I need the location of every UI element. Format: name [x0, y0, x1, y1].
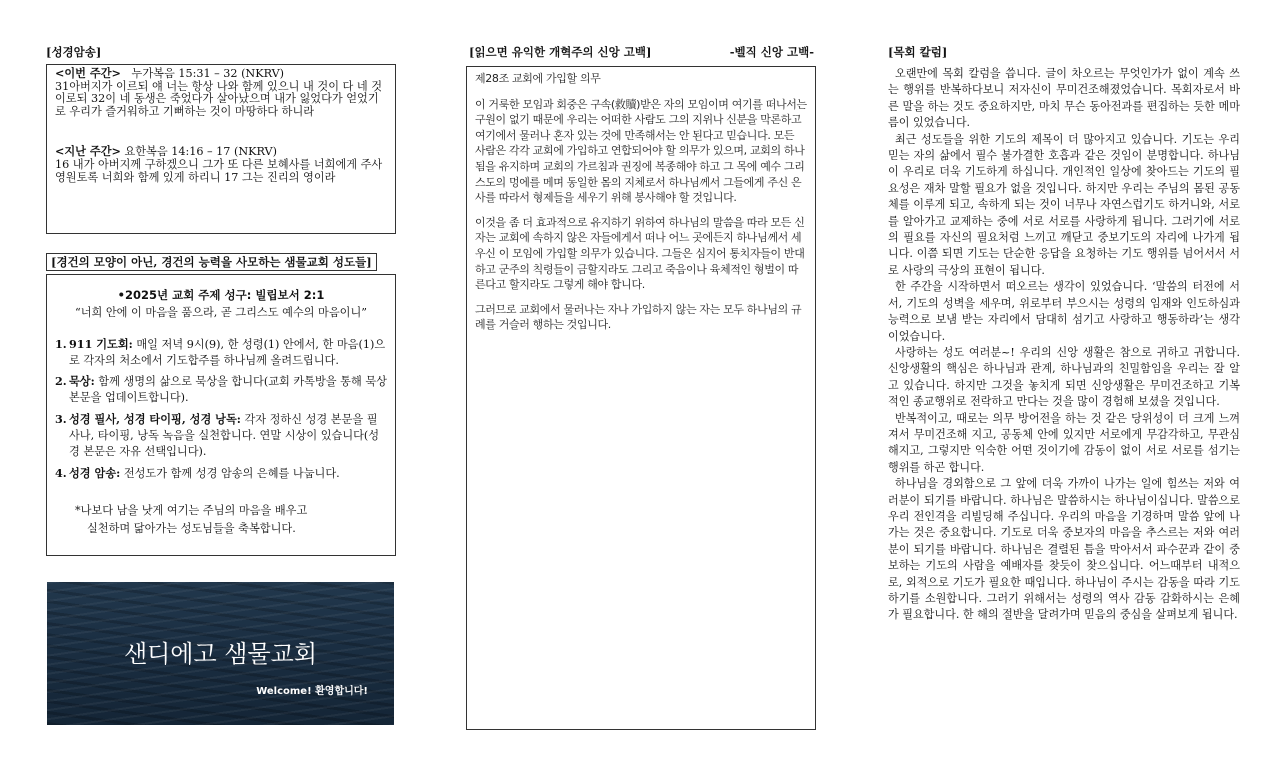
this-week-label: <이번 주간>	[55, 66, 121, 80]
last-week-reference: 요한복음 14:16 – 17 (NKRV)	[124, 145, 277, 159]
theme-item-title: 911 기도회:	[69, 336, 133, 351]
theme-item-title: 성경 필사, 성경 타이핑, 성경 낭독:	[69, 411, 241, 426]
theme-item	[55, 336, 387, 370]
church-banner	[47, 582, 394, 725]
motto-header-text: [경건의 모양이 아닌, 경건의 능력을 사모하는 샘물교회 성도들]	[46, 253, 377, 271]
this-week-verse-text: 31아버지가 이르되 얘 너는 항상 나와 함께 있으니 내 것이 다 네 것이로되 32이 네 동생은 죽었다가 살아났으며 내가 잃었다가 얻었기로 우리가 즐거워하고 기뻐하는 것이 마땅하다 하니라	[55, 79, 383, 118]
theme-footer	[55, 502, 387, 538]
theme-item-text: 함께 생명의 삶으로 묵상을 합니다(교회 카톡방을 통해 묵상 본문을 업데이트합니다).	[69, 375, 387, 405]
theme-item-number: 3.	[55, 411, 67, 426]
creed-paragraph: 그러므로 교회에서 물러나는 자나 가입하지 않는 자는 모두 하나님의 규례를 거슬러 행하는 것입니다.	[475, 302, 802, 332]
this-week-reference: 누가복음 15:31 – 32 (NKRV)	[131, 67, 285, 80]
column-paragraph: 반복적이고, 때로는 의무 방어전을 하는 것 같은 당위성이 더 크게 느껴져서 무미건조해 지고, 공동체 안에 있지만 서로에게 무감각하고, 무관심해지고, 그렇지만 익숙한 어떤 것이기에 감동이 없이 서로 서로를 섬기는 행위를 하곤 합니다.	[888, 411, 1241, 474]
creed-section-header	[469, 44, 814, 60]
theme-item-text: 각자 정하신 성경 본문을 필사나, 타이핑, 낭독 녹음을 실천합니다. 연말 시상이 있습니다(성경 본문은 자유 선택입니다).	[69, 412, 380, 459]
theme-item	[55, 465, 387, 482]
theme-item-text: 전성도가 함께 성경 암송의 은혜를 나눕니다.	[120, 466, 340, 480]
creed-box	[466, 66, 816, 730]
theme-footer-line: *나보다 남을 낫게 여기는 주님의 마음을 배우고	[75, 503, 308, 517]
theme-item-number: 4.	[55, 465, 67, 480]
pastor-column-body	[888, 66, 1240, 624]
last-week-label: <지난 주간>	[55, 144, 121, 159]
this-week-verse-ref	[55, 67, 387, 81]
theme-item	[55, 373, 387, 407]
theme-item	[55, 411, 387, 461]
theme-item-title: 묵상:	[69, 374, 95, 389]
banner-title: 샌디에고 샘물교회	[123, 640, 318, 668]
theme-item-title: 성경 암송:	[69, 465, 121, 480]
verse-section-header: [성경암송]	[46, 45, 102, 59]
theme-verse: “너희 안에 이 마음을 품으라, 곧 그리스도 예수의 마음이니”	[74, 306, 367, 320]
banner-welcome: Welcome! 환영합니다!	[256, 686, 368, 697]
creed-article-title: 제28조 교회에 가입할 의무	[475, 72, 601, 85]
theme-item-number: 2.	[55, 374, 67, 389]
theme-item-number: 1.	[55, 336, 67, 351]
creed-header-title: [읽으면 유익한 개혁주의 신앙 고백]	[469, 45, 652, 59]
theme-footer-line: 실천하며 닮아가는 성도님들을 축복합니다.	[87, 521, 296, 535]
creed-paragraph: 이것을 좀 더 효과적으로 유지하기 위하여 하나님의 말씀을 따라 모든 신자는 교회에 속하지 않은 자들에게서 떠나 어느 곳에든지 하나님께서 세우신 이 모임에 가입할 의무가 있습니다. 그들은 심지어 통치자들이 반대하고 군주의 칙령들이 금할지라도 그리고 죽음이나 육체적인 형벌이 따른다고 할지라도 그렇게 해야 합니다.	[475, 215, 805, 292]
verse-box	[46, 64, 396, 234]
pastor-column-header: [목회 칼럼]	[888, 45, 948, 59]
last-week-verse-text: 16 내가 아버지께 구하겠으니 그가 또 다른 보혜사를 너희에게 주사 영원토록 너희와 함께 있게 하리니 17 그는 진리의 영이라	[55, 157, 383, 184]
column-paragraph: 오랜만에 목회 칼럼을 씁니다. 글이 차오르는 무엇인가가 없이 계속 쓰는 행위를 반복하다보니 저자신이 무미건조해졌었습니다. 목회자로서 바른 말을 하는 것도 중요하지만, 마치 무슨 동아전과를 편집하는 듯한 메마름이 있었습니다.	[888, 67, 1240, 130]
column-paragraph: 한 주간을 시작하면서 떠오르는 생각이 있었습니다. ‘말씀의 터전에 서서, 기도의 성벽을 세우며, 위로부터 부으시는 성령의 임재와 인도하심과 능력으로 보냄 받는 자리에서 담대히 섬기고 사랑하고 행동하라’는 생각이었습니다.	[888, 280, 1240, 343]
column-paragraph: 하나님을 경외함으로 그 앞에 더욱 가까이 나가는 일에 힘쓰는 저와 여러분이 되기를 바랍니다. 하나님은 말씀하시는 하나님이십니다. 말씀으로 우리 전인격을 리빌딩해 주십니다. 우리의 마음을 기경하며 말씀 앞에 나가는 것은 중요합니다. 기도로 더욱 중보자의 마음을 추스르는 저와 여러분이 되기를 바랍니다. 하나님은 결렬된 틈을 막아서서 파수꾼과 같이 중보하는 기도의 사람을 예배자를 찾듯이 찾으십니다. 어느때부터 내적으로, 외적으로 기도가 필요한 때입니다. 하나님이 주시는 감동을 따라 기도하기를 소원합니다. 그러기 위해서는 성령의 역사 감동 감화하시는 은혜가 필요합니다. 한 해의 절반을 달려가며 믿음의 중심을 살펴보게 됩니다.	[888, 477, 1240, 622]
motto-section-header	[46, 254, 377, 270]
church-theme-box	[46, 274, 396, 556]
theme-title: •2025년 교회 주제 성구: 빌립보서 2:1	[117, 288, 325, 302]
theme-item-text: 매일 저녁 9시(9), 한 성령(1) 안에서, 한 마음(1)으로 각자의 처소에서 기도합주를 하나님께 올려드립니다.	[69, 337, 386, 367]
last-week-verse-ref	[55, 145, 387, 159]
column-paragraph: 최근 성도들을 위한 기도의 제목이 더 많아지고 있습니다. 기도는 우리 믿는 자의 삶에서 필수 불가결한 호흡과 같은 것임이 분명합니다. 하나님이 우리로 더욱 기도하게 하십니다. 개인적인 일상에 찾아드는 기도의 필요성은 재차 말할 필요가 없을 것입니다. 하지만 우리는 주님의 몸된 공동체를 이루게 되고, 속하게 되는 것이 너무나 자연스럽기도 하거니와, 서로를 알아가고 교제하는 중에 서로 서로를 사랑하게 됩니다. 그러기에 서로의 필요를 자신의 필요처럼 느끼고 깨닫고 중보기도의 자리에 나가게 됩니다. 이쯤 되면 기도는 단순한 응답을 요청하는 기도 행위를 넘어서서 서로 사랑의 극상의 표현이 됩니다.	[888, 132, 1240, 277]
column-paragraph: 사랑하는 성도 여러분~! 우리의 신앙 생활은 참으로 귀하고 귀합니다. 신앙생활의 핵심은 하나님과 관계, 하나님과의 친밀함임을 우리는 잘 알고 있습니다. 하지만 그것을 놓치게 되면 신앙생활은 무미건조하고 기복적인 종교행위로 전락하고 만다는 것을 많이 경험해 보셨을 것입니다.	[888, 345, 1240, 409]
creed-paragraph: 이 거룩한 모임과 회중은 구속(救贖)받은 자의 모임이며 여기를 떠나서는 구원이 없기 때문에 우리는 어떠한 사람도 그의 지위나 신분을 막론하고 여기에서 물러나 혼자 있는 것에 만족해서는 안 된다고 믿습니다. 모든 사람은 각각 교회에 가입하고 연합되어야 할 의무가 있으며, 교회의 하나 됨을 유지하며 교회의 가르침과 권징에 복종해야 하고 그 목에 예수 그리스도의 멍에를 메며 동일한 몸의 지체로서 하나님께서 그들에게 주신 은사를 따라서 형제들을 세우기 위해 봉사해야 할 것입니다.	[475, 97, 807, 205]
creed-header-subtitle: -벨직 신앙 고백-	[729, 45, 814, 59]
